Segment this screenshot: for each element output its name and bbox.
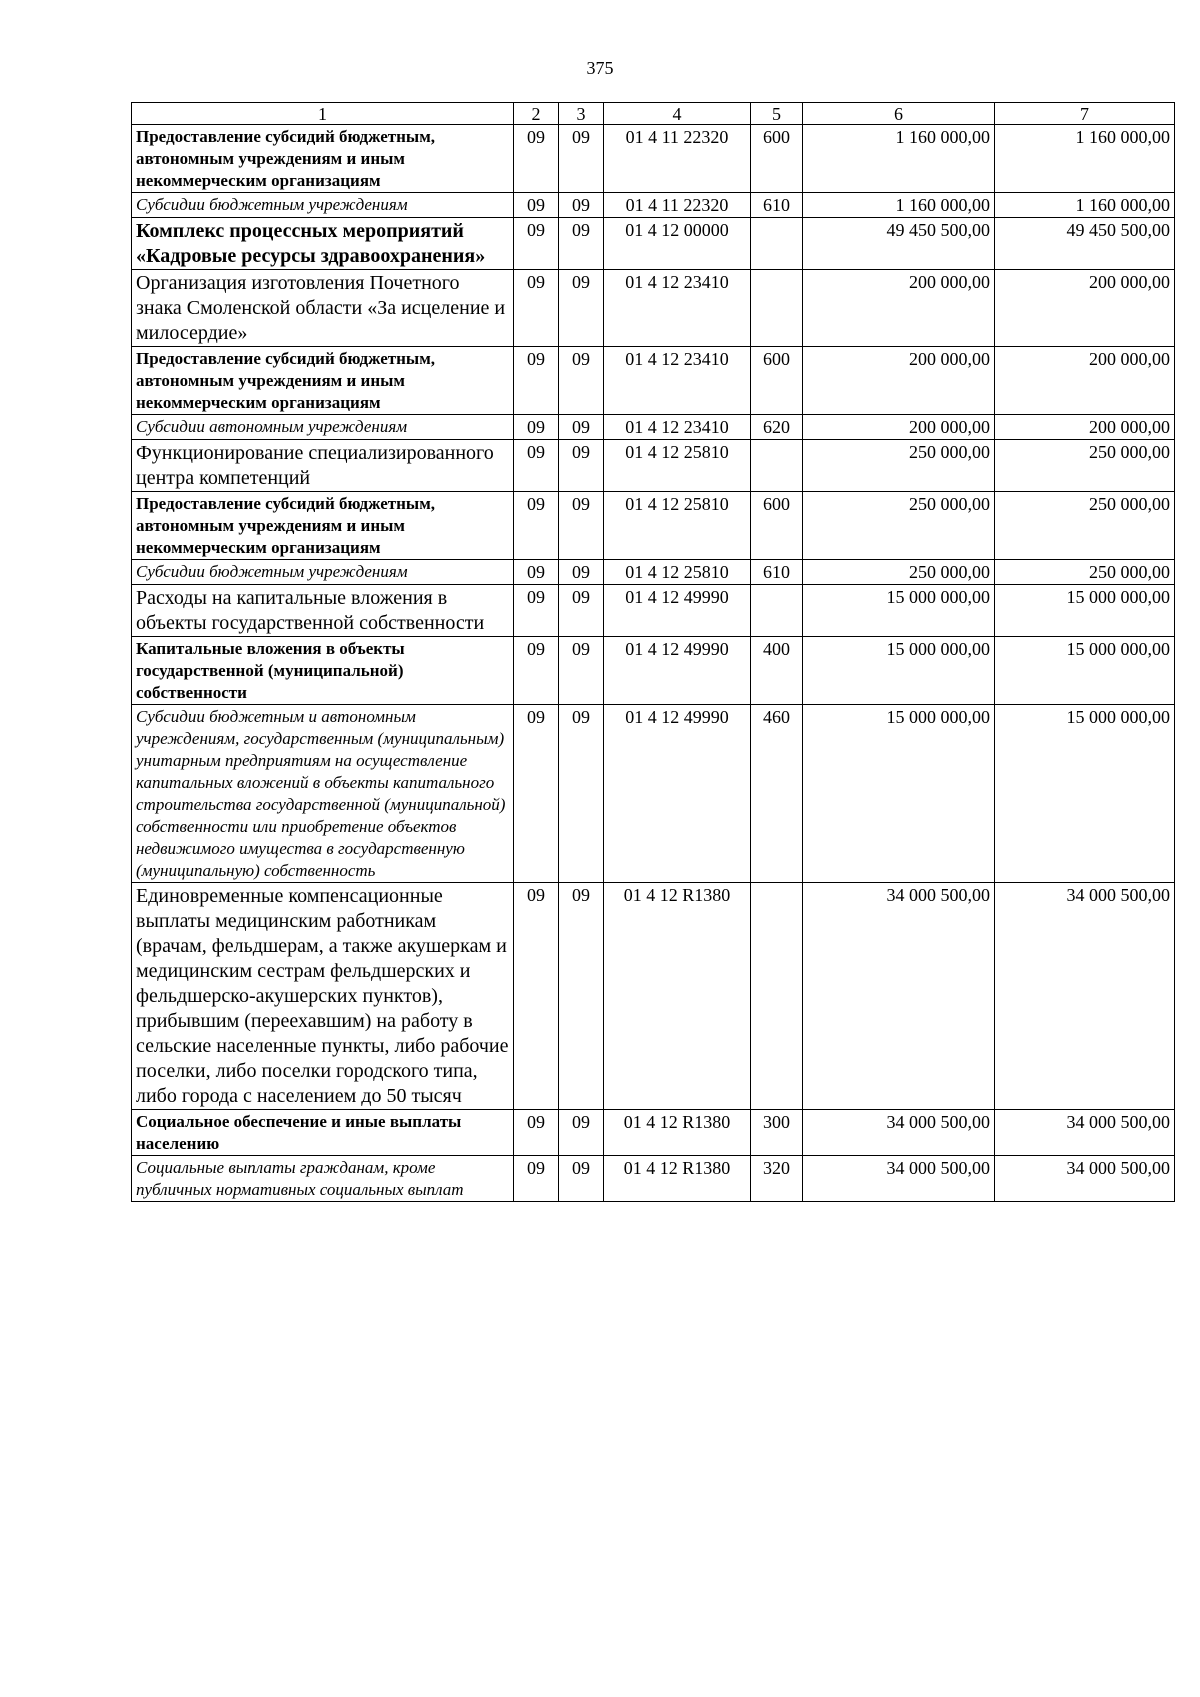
row-section-cell: 09 [514,125,559,193]
row-amount-2-cell: 200 000,00 [995,415,1175,440]
row-target-article-cell: 01 4 12 49990 [604,637,751,705]
row-section-cell: 09 [514,218,559,270]
row-name-cell: Функционирование специализированного центра компетенций [132,440,514,492]
row-expense-type-cell: 600 [751,492,803,560]
row-name-cell: Предоставление субсидий бюджетным, автономным учреждениям и иным некоммерческим организациям [132,125,514,193]
table-row [132,883,1175,1110]
row-subsection-cell: 09 [559,585,604,637]
table-row [132,560,1175,585]
row-name-cell: Организация изготовления Почетного знака Смоленской области «За исцеление и милосердие» [132,270,514,347]
row-section-cell: 09 [514,415,559,440]
row-subsection-cell: 09 [559,125,604,193]
row-expense-type-cell: 320 [751,1156,803,1202]
row-amount-2-cell: 200 000,00 [995,347,1175,415]
row-name-cell: Субсидии автономным учреждениям [132,415,514,440]
row-amount-2-cell: 250 000,00 [995,560,1175,585]
row-expense-type-cell [751,218,803,270]
row-section-cell: 09 [514,560,559,585]
row-amount-2-cell: 200 000,00 [995,270,1175,347]
row-name-cell: Субсидии бюджетным и автономным учреждениям, государственным (муниципальным) унитарным предприятиям на осуществление капитальных вложений в объекты капитального строительства государственной (муниципальной) собственности или приобретение объектов недвижимого имущества в государственную (муниципальную) собственность [132,705,514,883]
row-amount-1-cell: 34 000 500,00 [803,883,995,1110]
row-target-article-cell: 01 4 12 25810 [604,560,751,585]
header-col-1: 1 [132,103,514,125]
budget-table [131,102,1175,1202]
row-expense-type-cell [751,883,803,1110]
row-target-article-cell: 01 4 12 00000 [604,218,751,270]
row-subsection-cell: 09 [559,193,604,218]
row-section-cell: 09 [514,193,559,218]
table-row [132,585,1175,637]
row-amount-1-cell: 200 000,00 [803,415,995,440]
row-subsection-cell: 09 [559,218,604,270]
row-amount-1-cell: 250 000,00 [803,440,995,492]
row-target-article-cell: 01 4 11 22320 [604,125,751,193]
row-amount-2-cell: 250 000,00 [995,440,1175,492]
row-expense-type-cell: 610 [751,560,803,585]
table-header-row [132,103,1175,125]
header-col-2: 2 [514,103,559,125]
row-section-cell: 09 [514,1156,559,1202]
row-section-cell: 09 [514,883,559,1110]
row-expense-type-cell: 460 [751,705,803,883]
row-amount-1-cell: 15 000 000,00 [803,705,995,883]
row-amount-1-cell: 34 000 500,00 [803,1156,995,1202]
row-amount-2-cell: 1 160 000,00 [995,125,1175,193]
page-number: 375 [586,58,614,78]
row-amount-1-cell: 250 000,00 [803,492,995,560]
row-target-article-cell: 01 4 11 22320 [604,193,751,218]
row-subsection-cell: 09 [559,705,604,883]
table-row [132,705,1175,883]
header-col-7: 7 [995,103,1175,125]
row-section-cell: 09 [514,270,559,347]
row-amount-1-cell: 200 000,00 [803,347,995,415]
row-amount-2-cell: 34 000 500,00 [995,1156,1175,1202]
row-name-cell: Капитальные вложения в объекты государственной (муниципальной) собственности [132,637,514,705]
row-expense-type-cell: 600 [751,347,803,415]
table-row [132,1110,1175,1156]
header-col-5: 5 [751,103,803,125]
row-name-cell: Предоставление субсидий бюджетным, автономным учреждениям и иным некоммерческим организациям [132,347,514,415]
row-subsection-cell: 09 [559,1110,604,1156]
row-target-article-cell: 01 4 12 23410 [604,415,751,440]
table-row [132,637,1175,705]
table-row [132,440,1175,492]
row-amount-2-cell: 49 450 500,00 [995,218,1175,270]
row-amount-2-cell: 250 000,00 [995,492,1175,560]
row-target-article-cell: 01 4 12 25810 [604,440,751,492]
table-row [132,193,1175,218]
row-expense-type-cell [751,585,803,637]
row-amount-1-cell: 200 000,00 [803,270,995,347]
row-target-article-cell: 01 4 12 49990 [604,585,751,637]
table-row [132,218,1175,270]
row-amount-2-cell: 15 000 000,00 [995,705,1175,883]
row-subsection-cell: 09 [559,883,604,1110]
row-target-article-cell: 01 4 12 R1380 [604,883,751,1110]
row-section-cell: 09 [514,492,559,560]
row-expense-type-cell [751,440,803,492]
row-section-cell: 09 [514,637,559,705]
row-target-article-cell: 01 4 12 49990 [604,705,751,883]
row-name-cell: Субсидии бюджетным учреждениям [132,193,514,218]
row-section-cell: 09 [514,347,559,415]
header-col-4: 4 [604,103,751,125]
table-body [132,125,1175,1202]
row-target-article-cell: 01 4 12 23410 [604,347,751,415]
row-target-article-cell: 01 4 12 R1380 [604,1110,751,1156]
table-row [132,492,1175,560]
row-section-cell: 09 [514,1110,559,1156]
row-target-article-cell: 01 4 12 R1380 [604,1156,751,1202]
row-amount-2-cell: 1 160 000,00 [995,193,1175,218]
row-amount-2-cell: 34 000 500,00 [995,1110,1175,1156]
row-amount-1-cell: 1 160 000,00 [803,193,995,218]
row-subsection-cell: 09 [559,440,604,492]
table-row [132,415,1175,440]
row-amount-1-cell: 34 000 500,00 [803,1110,995,1156]
row-expense-type-cell: 600 [751,125,803,193]
row-subsection-cell: 09 [559,637,604,705]
table-row [132,1156,1175,1202]
table-row [132,270,1175,347]
row-expense-type-cell: 400 [751,637,803,705]
row-target-article-cell: 01 4 12 23410 [604,270,751,347]
row-amount-1-cell: 15 000 000,00 [803,637,995,705]
row-name-cell: Предоставление субсидий бюджетным, автономным учреждениям и иным некоммерческим организациям [132,492,514,560]
row-amount-2-cell: 15 000 000,00 [995,585,1175,637]
row-amount-1-cell: 49 450 500,00 [803,218,995,270]
row-section-cell: 09 [514,440,559,492]
row-name-cell: Единовременные компенсационные выплаты медицинским работникам (врачам, фельдшерам, а также акушеркам и медицинским сестрам фельдшерских и фельдшерско-акушерских пунктов), прибывшим (переехавшим) на работу в сельские населенные пункты, либо рабочие поселки, либо поселки городского типа, либо города с населением до 50 тысяч [132,883,514,1110]
row-amount-1-cell: 250 000,00 [803,560,995,585]
row-amount-2-cell: 15 000 000,00 [995,637,1175,705]
row-amount-1-cell: 15 000 000,00 [803,585,995,637]
row-subsection-cell: 09 [559,560,604,585]
row-subsection-cell: 09 [559,492,604,560]
row-subsection-cell: 09 [559,1156,604,1202]
row-amount-2-cell: 34 000 500,00 [995,883,1175,1110]
row-section-cell: 09 [514,585,559,637]
row-subsection-cell: 09 [559,347,604,415]
row-name-cell: Социальные выплаты гражданам, кроме публичных нормативных социальных выплат [132,1156,514,1202]
row-expense-type-cell: 610 [751,193,803,218]
header-col-3: 3 [559,103,604,125]
row-name-cell: Субсидии бюджетным учреждениям [132,560,514,585]
row-name-cell: Расходы на капитальные вложения в объекты государственной собственности [132,585,514,637]
table-row [132,347,1175,415]
row-target-article-cell: 01 4 12 25810 [604,492,751,560]
row-name-cell: Комплекс процессных мероприятий «Кадровые ресурсы здравоохранения» [132,218,514,270]
row-subsection-cell: 09 [559,415,604,440]
header-col-6: 6 [803,103,995,125]
row-expense-type-cell: 620 [751,415,803,440]
row-section-cell: 09 [514,705,559,883]
row-name-cell: Социальное обеспечение и иные выплаты населению [132,1110,514,1156]
row-amount-1-cell: 1 160 000,00 [803,125,995,193]
row-expense-type-cell: 300 [751,1110,803,1156]
row-expense-type-cell [751,270,803,347]
table-row [132,125,1175,193]
row-subsection-cell: 09 [559,270,604,347]
